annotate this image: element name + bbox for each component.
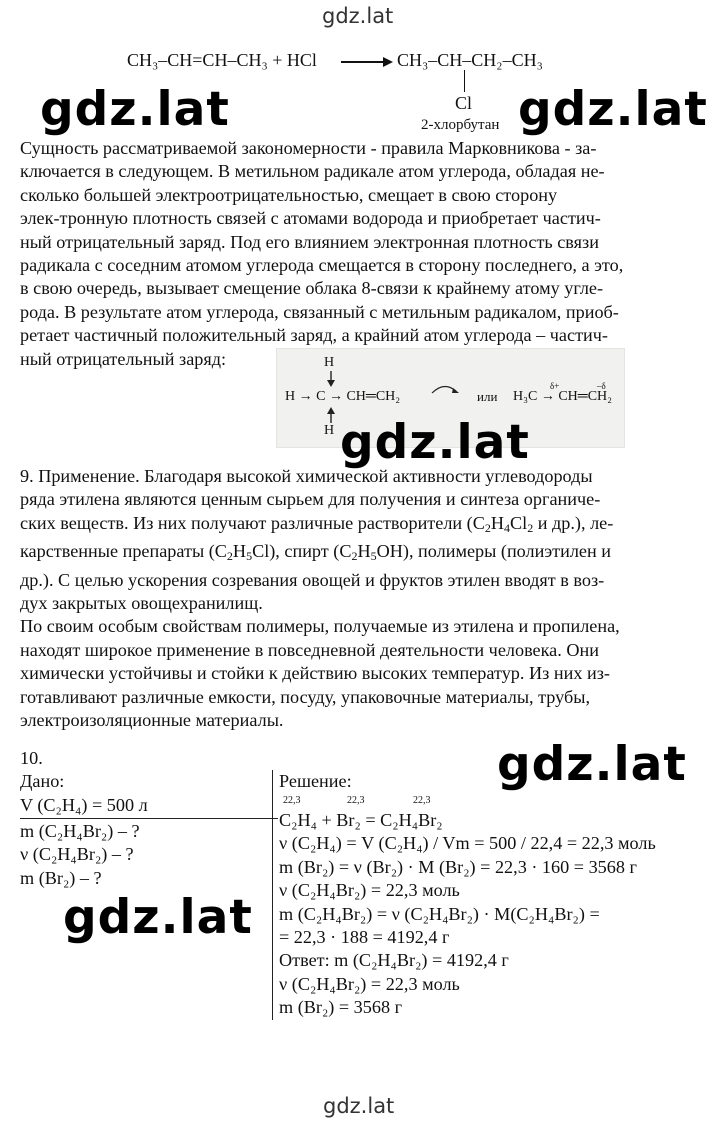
reaction-arrow-icon <box>341 55 393 69</box>
delta-plus: δ+ <box>550 381 560 391</box>
text: и др.), ле- <box>533 512 614 533</box>
solution-step: m (Br₂) = ν (Br₂) · M (Br₂) = 22,3 · 160 = 3568 г <box>279 856 637 877</box>
find-item: m (C₂H₄Br₂) – ? <box>20 821 140 841</box>
structure-or: или <box>477 389 498 404</box>
text: Cl), спирт (C <box>252 541 352 562</box>
substituent-bond <box>464 70 465 92</box>
h-bottom: H <box>324 423 335 438</box>
text: H <box>232 541 247 562</box>
solution-step: ν (C₂H₄) = V (C₂H₄) / Vm = 500 / 22,4 = 22,3 моль <box>279 833 656 854</box>
given-value: V (C₂H₄) = 500 л <box>20 795 148 815</box>
paragraph-line: др.). С целью ускорения созревания овощей и фруктов этилен вводят в воз- <box>20 569 605 590</box>
subscript: 2 <box>226 549 233 564</box>
problem-number: 10. <box>20 748 43 768</box>
subscript: 2 <box>351 549 358 564</box>
structure-chain-right: H₃C → CH═CH₂ <box>513 389 613 404</box>
application-paragraph <box>20 465 710 732</box>
watermark-bottom: gdz.lat <box>323 1094 395 1118</box>
paragraph-line: Сущность рассматриваемой закономерности - правила Марковникова - за- <box>20 138 597 158</box>
solution-step: ν (C₂H₄Br₂) = 22,3 моль <box>279 973 460 994</box>
paragraph-line: ретает частичный положительный заряд, а крайний атом углерода – частич- <box>20 325 608 346</box>
watermark-1: gdz.lat <box>40 82 230 137</box>
text: H <box>357 541 371 562</box>
paragraph-line: рода. В результате атом углерода, связанный с метильным радикалом, приоб- <box>20 301 619 322</box>
subscript: 4 <box>504 520 511 535</box>
paragraph-line: электроизоляционные материалы. <box>20 710 284 731</box>
text: H <box>490 512 505 533</box>
paragraph-line: находят широкое применение в повседневной деятельности человека. Они <box>20 639 599 660</box>
watermark-3: gdz.lat <box>340 415 530 470</box>
paragraph-line: ключается в следующем. В метильном радикале атом углерода, обладая не- <box>20 161 605 182</box>
paragraph-line <box>20 512 710 540</box>
paragraph-line: в свою очередь, вызывает смещение облака 8-связи к крайнему атому угле- <box>20 278 604 299</box>
subscript: 5 <box>246 549 253 564</box>
product-name: 2-хлорбутан <box>421 117 500 133</box>
coeff: 22,3 <box>347 795 365 806</box>
solution-step: = 22,3 · 188 = 4192,4 г <box>279 927 450 948</box>
curved-arrow-icon <box>430 381 460 395</box>
solution-step: m (C₂H₄Br₂) = ν (C₂H₄Br₂) · M(C₂H₄Br₂) = <box>279 903 600 924</box>
watermark-top: gdz.lat <box>322 4 394 28</box>
subscript: 2 <box>484 520 491 535</box>
delta-minus: –δ <box>597 381 606 391</box>
find-list <box>20 820 140 890</box>
subscript: 2 <box>527 520 534 535</box>
watermark-5: gdz.lat <box>63 890 253 945</box>
watermark-4: gdz.lat <box>497 737 687 792</box>
reaction-substituent: Cl <box>455 93 473 113</box>
h-top: H <box>324 355 335 370</box>
find-item: ν (C₂H₄Br₂) – ? <box>20 844 134 865</box>
text: OH), полимеры (полиэтилен и <box>376 541 611 562</box>
paragraph-line: ряда этилена являются ценным сырьем для получения и синтеза органиче- <box>20 489 601 510</box>
given-divider <box>20 818 278 819</box>
solution-step: ν (C₂H₄Br₂) = 22,3 моль <box>279 880 460 901</box>
paragraph-line: дух закрытых овощехранилищ. <box>20 593 263 614</box>
text: ских веществ. Из них получают различные растворители (C <box>20 512 485 533</box>
coeff: 22,3 <box>413 795 431 806</box>
paragraph-line: ный отрицательный заряд. Под его влиянием электронная плотность связи <box>20 231 599 252</box>
structure-chain-left: H → C → CH═CH₂ <box>285 389 401 404</box>
arrow-up-icon <box>326 407 336 423</box>
solution-steps <box>279 809 656 1020</box>
solution-step: m (Br₂) = 3568 г <box>279 997 403 1018</box>
paragraph-line: химически устойчивы и стойки к действию высоких температур. Из них из- <box>20 663 610 684</box>
reaction-left: CH₃–CH=CH–CH₃ + HCl <box>127 50 317 70</box>
coeff: 22,3 <box>283 795 301 806</box>
solution-step: C₂H₄ + Br₂ = C₂H₄Br₂ <box>279 810 443 830</box>
subscript: 5 <box>370 549 377 564</box>
paragraph-line: По своим особым свойствам полимеры, получаемые из этилена и пропилена, <box>20 616 620 637</box>
paragraph-line: радикала с соседним атомом углерода смещается в сторону последнего, а это, <box>20 255 624 276</box>
paragraph-line: ный отрицательный заряд: <box>20 348 227 369</box>
solution-divider <box>272 770 273 1020</box>
paragraph-line: 9. Применение. Благодаря высокой химической активности углеводороды <box>20 466 593 486</box>
paragraph-line: готавливают различные емкости, посуду, упаковочные материалы, трубы, <box>20 686 591 707</box>
given-label: Дано: <box>20 771 65 791</box>
solution-step: Ответ: m (C₂H₄Br₂) = 4192,4 г <box>279 950 509 971</box>
reaction-right: CH₃–CH–CH₂–CH₃ <box>397 50 543 70</box>
markovnikov-paragraph <box>20 137 710 371</box>
text: карственные препараты (C <box>20 541 227 562</box>
text: Cl <box>510 512 528 533</box>
watermark-2: gdz.lat <box>512 82 714 137</box>
arrow-down-icon <box>326 371 336 387</box>
paragraph-line: сколько большей электроотрицательностью, смещает в свою сторону <box>20 184 558 205</box>
paragraph-line: элек-тронную плотность связей с атомами водорода и приобретает частич- <box>20 208 601 229</box>
find-item: m (Br₂) – ? <box>20 867 102 888</box>
paragraph-line <box>20 540 710 568</box>
solution-label: Решение: <box>279 771 352 791</box>
